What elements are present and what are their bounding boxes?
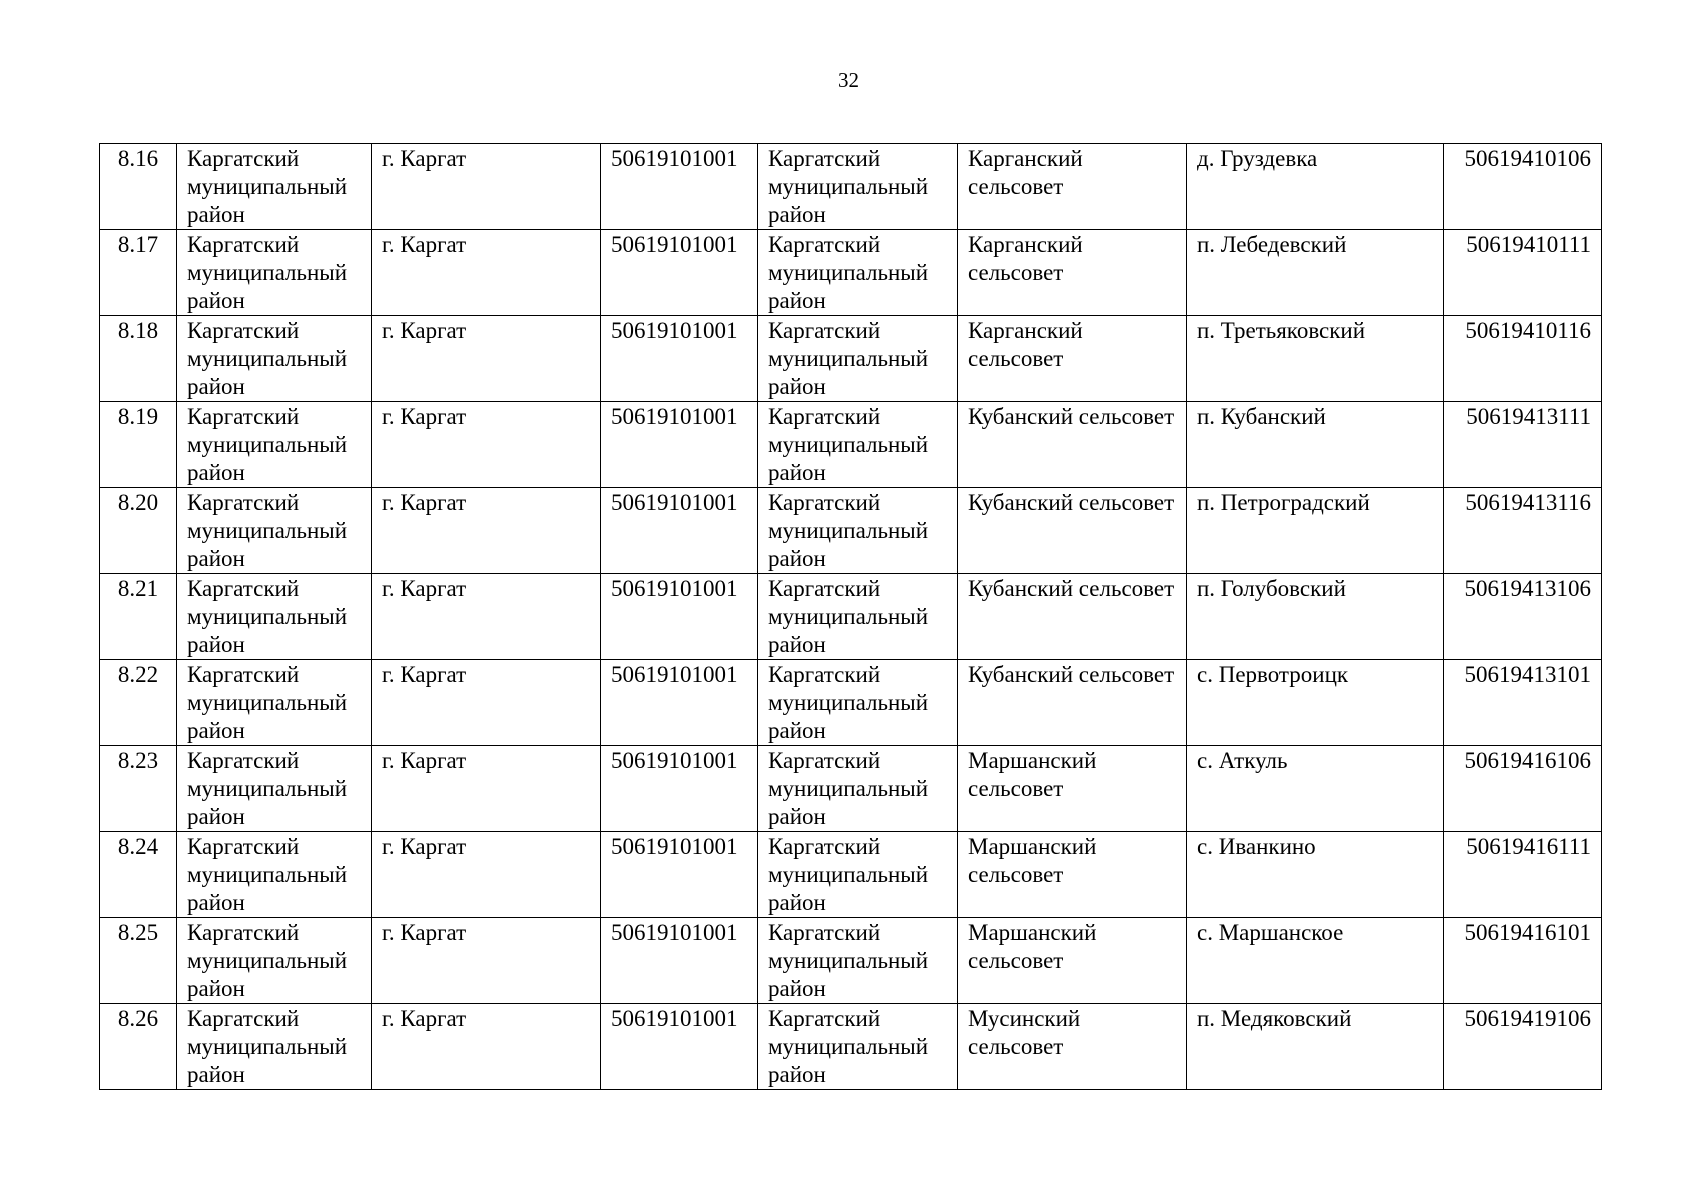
table-row [100,746,1602,832]
municipal-district-cell: Каргатский муниципальный район [758,832,958,918]
table-row [100,832,1602,918]
settlement-code-cell: 50619410116 [1444,316,1602,402]
admin-center-code-cell: 50619101001 [601,1004,758,1090]
admin-center-code-cell: 50619101001 [601,144,758,230]
admin-center-code-cell: 50619101001 [601,316,758,402]
admin-center-code-cell: 50619101001 [601,574,758,660]
district-cell: Каргатский муниципальный район [177,316,372,402]
settlements-table [99,143,1602,1090]
district-cell: Каргатский муниципальный район [177,488,372,574]
row-number-cell: 8.22 [100,660,177,746]
admin-center-cell: г. Каргат [372,144,601,230]
district-cell: Каргатский муниципальный район [177,660,372,746]
village-council-cell: Кубанский сельсовет [958,488,1187,574]
table-row [100,1004,1602,1090]
settlement-cell: с. Иванкино [1187,832,1444,918]
admin-center-code-cell: 50619101001 [601,660,758,746]
municipal-district-cell: Каргатский муниципальный район [758,918,958,1004]
admin-center-cell: г. Каргат [372,1004,601,1090]
municipal-district-cell: Каргатский муниципальный район [758,1004,958,1090]
admin-center-code-cell: 50619101001 [601,230,758,316]
district-cell: Каргатский муниципальный район [177,832,372,918]
district-cell: Каргатский муниципальный район [177,1004,372,1090]
settlement-code-cell: 50619413111 [1444,402,1602,488]
municipal-district-cell: Каргатский муниципальный район [758,574,958,660]
admin-center-cell: г. Каргат [372,488,601,574]
row-number-cell: 8.20 [100,488,177,574]
settlement-code-cell: 50619416101 [1444,918,1602,1004]
settlement-cell: п. Кубанский [1187,402,1444,488]
admin-center-cell: г. Каргат [372,230,601,316]
table-row [100,316,1602,402]
village-council-cell: Кубанский сельсовет [958,574,1187,660]
admin-center-cell: г. Каргат [372,574,601,660]
table-row [100,660,1602,746]
village-council-cell: Карганский сельсовет [958,230,1187,316]
settlement-code-cell: 50619416111 [1444,832,1602,918]
municipal-district-cell: Каргатский муниципальный район [758,144,958,230]
table-row [100,144,1602,230]
district-cell: Каргатский муниципальный район [177,230,372,316]
admin-center-code-cell: 50619101001 [601,488,758,574]
table-row [100,402,1602,488]
row-number-cell: 8.16 [100,144,177,230]
admin-center-cell: г. Каргат [372,402,601,488]
admin-center-code-cell: 50619101001 [601,746,758,832]
row-number-cell: 8.23 [100,746,177,832]
district-cell: Каргатский муниципальный район [177,402,372,488]
admin-center-cell: г. Каргат [372,918,601,1004]
admin-center-cell: г. Каргат [372,832,601,918]
admin-center-cell: г. Каргат [372,660,601,746]
settlement-code-cell: 50619413106 [1444,574,1602,660]
table-row [100,488,1602,574]
settlement-cell: с. Аткуль [1187,746,1444,832]
admin-center-code-cell: 50619101001 [601,402,758,488]
settlement-code-cell: 50619410111 [1444,230,1602,316]
row-number-cell: 8.26 [100,1004,177,1090]
settlement-cell: с. Маршанское [1187,918,1444,1004]
district-cell: Каргатский муниципальный район [177,144,372,230]
village-council-cell: Маршанский сельсовет [958,746,1187,832]
row-number-cell: 8.25 [100,918,177,1004]
admin-center-cell: г. Каргат [372,746,601,832]
district-cell: Каргатский муниципальный район [177,918,372,1004]
settlement-cell: п. Голубовский [1187,574,1444,660]
municipal-district-cell: Каргатский муниципальный район [758,660,958,746]
district-cell: Каргатский муниципальный район [177,746,372,832]
settlement-code-cell: 50619413116 [1444,488,1602,574]
table-row [100,918,1602,1004]
settlement-cell: п. Третьяковский [1187,316,1444,402]
row-number-cell: 8.24 [100,832,177,918]
admin-center-code-cell: 50619101001 [601,832,758,918]
settlement-cell: д. Груздевка [1187,144,1444,230]
admin-center-cell: г. Каргат [372,316,601,402]
municipal-district-cell: Каргатский муниципальный район [758,402,958,488]
table-row [100,574,1602,660]
row-number-cell: 8.18 [100,316,177,402]
village-council-cell: Карганский сельсовет [958,316,1187,402]
village-council-cell: Маршанский сельсовет [958,832,1187,918]
settlement-cell: п. Лебедевский [1187,230,1444,316]
row-number-cell: 8.21 [100,574,177,660]
municipal-district-cell: Каргатский муниципальный район [758,230,958,316]
settlement-cell: п. Петроградский [1187,488,1444,574]
village-council-cell: Кубанский сельсовет [958,660,1187,746]
village-council-cell: Кубанский сельсовет [958,402,1187,488]
settlement-code-cell: 50619416106 [1444,746,1602,832]
settlement-cell: с. Первотроицк [1187,660,1444,746]
page-number: 32 [838,68,859,92]
settlement-code-cell: 50619410106 [1444,144,1602,230]
municipal-district-cell: Каргатский муниципальный район [758,746,958,832]
village-council-cell: Маршанский сельсовет [958,918,1187,1004]
settlement-cell: п. Медяковский [1187,1004,1444,1090]
settlement-code-cell: 50619419106 [1444,1004,1602,1090]
village-council-cell: Мусинский сельсовет [958,1004,1187,1090]
village-council-cell: Карганский сельсовет [958,144,1187,230]
district-cell: Каргатский муниципальный район [177,574,372,660]
table-body [100,144,1602,1090]
municipal-district-cell: Каргатский муниципальный район [758,488,958,574]
admin-center-code-cell: 50619101001 [601,918,758,1004]
municipal-district-cell: Каргатский муниципальный район [758,316,958,402]
settlement-code-cell: 50619413101 [1444,660,1602,746]
row-number-cell: 8.19 [100,402,177,488]
row-number-cell: 8.17 [100,230,177,316]
table-row [100,230,1602,316]
